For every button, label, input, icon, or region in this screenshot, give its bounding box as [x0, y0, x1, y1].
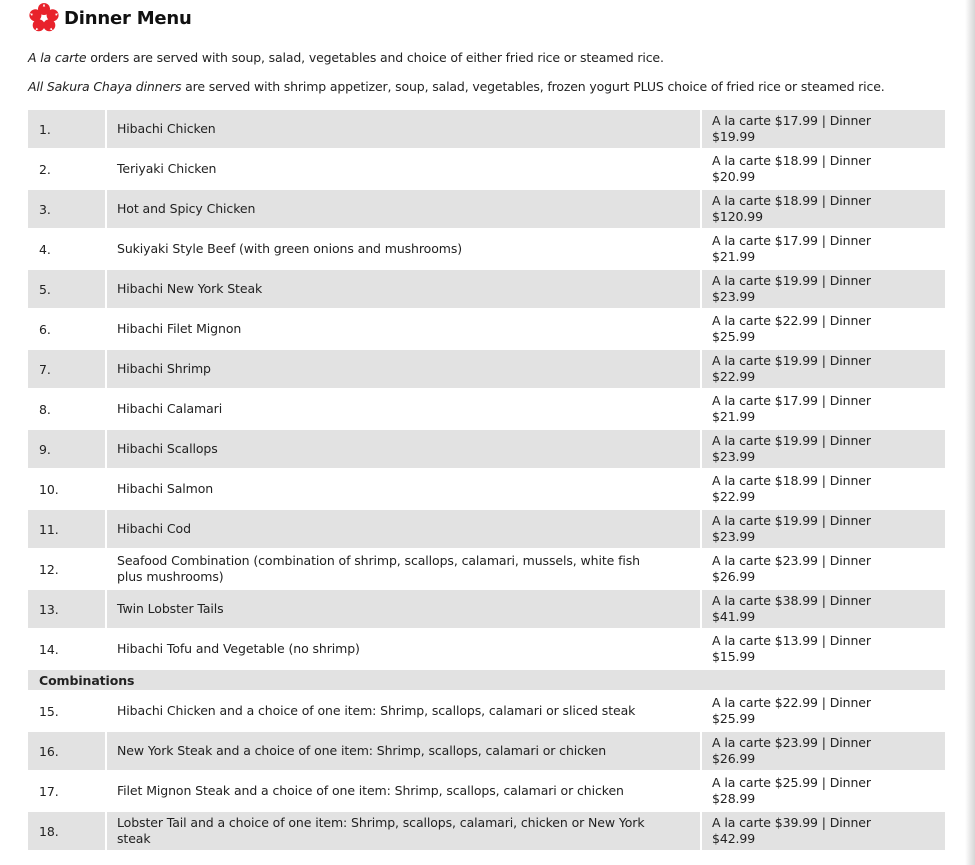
menu-item-row	[28, 732, 945, 770]
menu-item-row	[28, 590, 945, 628]
menu-item-name: Hibachi Cod	[107, 510, 702, 548]
menu-item-name: Hibachi Chicken and a choice of one item: Shrimp, scallops, calamari or sliced steak	[107, 692, 702, 730]
menu-item-row	[28, 390, 945, 428]
menu-item-row	[28, 150, 945, 188]
page-edge-shadow	[965, 0, 975, 865]
menu-item-number: 12.	[28, 550, 107, 588]
intro-a-la-carte-text: orders are served with soup, salad, vegetables and choice of either fried rice or steamed rice.	[86, 50, 664, 65]
menu-item-number: 2.	[28, 150, 107, 188]
menu-item-name: Sukiyaki Style Beef (with green onions and mushrooms)	[107, 230, 702, 268]
menu-item-number: 3.	[28, 190, 107, 228]
intro-dinner-text: are served with shrimp appetizer, soup, salad, vegetables, frozen yogurt PLUS choice of fried rice or steamed rice.	[181, 79, 885, 94]
menu-item-number: 1.	[28, 110, 107, 148]
menu-item-price: A la carte $38.99 | Dinner $41.99	[702, 590, 945, 628]
menu-item-price: A la carte $18.99 | Dinner $22.99	[702, 470, 945, 508]
menu-item-row	[28, 630, 945, 668]
menu-item-name: Hibachi Chicken	[107, 110, 702, 148]
dinner-menu-body	[28, 110, 945, 850]
menu-item-name: Hibachi New York Steak	[107, 270, 702, 308]
menu-item-number: 8.	[28, 390, 107, 428]
menu-item-price: A la carte $18.99 | Dinner $20.99	[702, 150, 945, 188]
menu-item-row	[28, 692, 945, 730]
menu-item-name: Hibachi Tofu and Vegetable (no shrimp)	[107, 630, 702, 668]
menu-item-number: 9.	[28, 430, 107, 468]
menu-item-row	[28, 230, 945, 268]
menu-item-name: Filet Mignon Steak and a choice of one item: Shrimp, scallops, calamari or chicken	[107, 772, 702, 810]
menu-item-price: A la carte $17.99 | Dinner $21.99	[702, 390, 945, 428]
menu-item-number: 13.	[28, 590, 107, 628]
menu-item-name: Twin Lobster Tails	[107, 590, 702, 628]
dinner-menu-table	[28, 108, 945, 852]
menu-item-row	[28, 812, 945, 850]
menu-item-price: A la carte $39.99 | Dinner $42.99	[702, 812, 945, 850]
menu-item-name: Lobster Tail and a choice of one item: Shrimp, scallops, calamari, chicken or New York steak	[107, 812, 702, 850]
menu-item-name: Teriyaki Chicken	[107, 150, 702, 188]
menu-item-price: A la carte $17.99 | Dinner $21.99	[702, 230, 945, 268]
menu-item-number: 16.	[28, 732, 107, 770]
menu-item-name: Hibachi Salmon	[107, 470, 702, 508]
menu-item-row	[28, 310, 945, 348]
menu-item-number: 6.	[28, 310, 107, 348]
menu-item-number: 18.	[28, 812, 107, 850]
menu-item-price: A la carte $25.99 | Dinner $28.99	[702, 772, 945, 810]
combinations-section-row	[28, 670, 945, 690]
menu-item-name: Hibachi Calamari	[107, 390, 702, 428]
menu-item-price: A la carte $18.99 | Dinner $120.99	[702, 190, 945, 228]
menu-item-price: A la carte $19.99 | Dinner $23.99	[702, 430, 945, 468]
menu-item-name: Hot and Spicy Chicken	[107, 190, 702, 228]
menu-item-price: A la carte $22.99 | Dinner $25.99	[702, 692, 945, 730]
menu-item-name: Seafood Combination (combination of shrimp, scallops, calamari, mussels, white fish plus mushrooms)	[107, 550, 702, 588]
menu-item-row	[28, 190, 945, 228]
menu-item-price: A la carte $19.99 | Dinner $23.99	[702, 510, 945, 548]
menu-item-price: A la carte $23.99 | Dinner $26.99	[702, 550, 945, 588]
menu-item-price: A la carte $17.99 | Dinner $19.99	[702, 110, 945, 148]
menu-item-name: New York Steak and a choice of one item: Shrimp, scallops, calamari or chicken	[107, 732, 702, 770]
menu-item-row	[28, 510, 945, 548]
intro-dinner-note	[28, 79, 885, 94]
menu-item-price: A la carte $22.99 | Dinner $25.99	[702, 310, 945, 348]
menu-item-number: 4.	[28, 230, 107, 268]
menu-item-row	[28, 270, 945, 308]
intro-a-la-carte-label: A la carte	[28, 50, 87, 65]
menu-item-number: 11.	[28, 510, 107, 548]
menu-item-price: A la carte $23.99 | Dinner $26.99	[702, 732, 945, 770]
menu-item-row	[28, 772, 945, 810]
combinations-heading: Combinations	[28, 670, 945, 690]
page-title: Dinner Menu	[64, 7, 192, 29]
menu-item-row	[28, 550, 945, 588]
menu-item-number: 17.	[28, 772, 107, 810]
menu-item-row	[28, 470, 945, 508]
intro-a-la-carte-note	[28, 50, 664, 65]
menu-header	[28, 2, 192, 34]
menu-item-price: A la carte $19.99 | Dinner $23.99	[702, 270, 945, 308]
intro-dinner-label: All Sakura Chaya dinners	[28, 79, 182, 94]
menu-item-number: 14.	[28, 630, 107, 668]
sakura-blossom-icon	[28, 2, 60, 34]
menu-item-number: 15.	[28, 692, 107, 730]
menu-item-number: 5.	[28, 270, 107, 308]
menu-item-name: Hibachi Filet Mignon	[107, 310, 702, 348]
menu-item-number: 7.	[28, 350, 107, 388]
menu-item-number: 10.	[28, 470, 107, 508]
menu-item-row	[28, 110, 945, 148]
menu-item-name: Hibachi Scallops	[107, 430, 702, 468]
menu-item-row	[28, 350, 945, 388]
menu-item-name: Hibachi Shrimp	[107, 350, 702, 388]
menu-item-row	[28, 430, 945, 468]
menu-item-price: A la carte $19.99 | Dinner $22.99	[702, 350, 945, 388]
menu-item-price: A la carte $13.99 | Dinner $15.99	[702, 630, 945, 668]
